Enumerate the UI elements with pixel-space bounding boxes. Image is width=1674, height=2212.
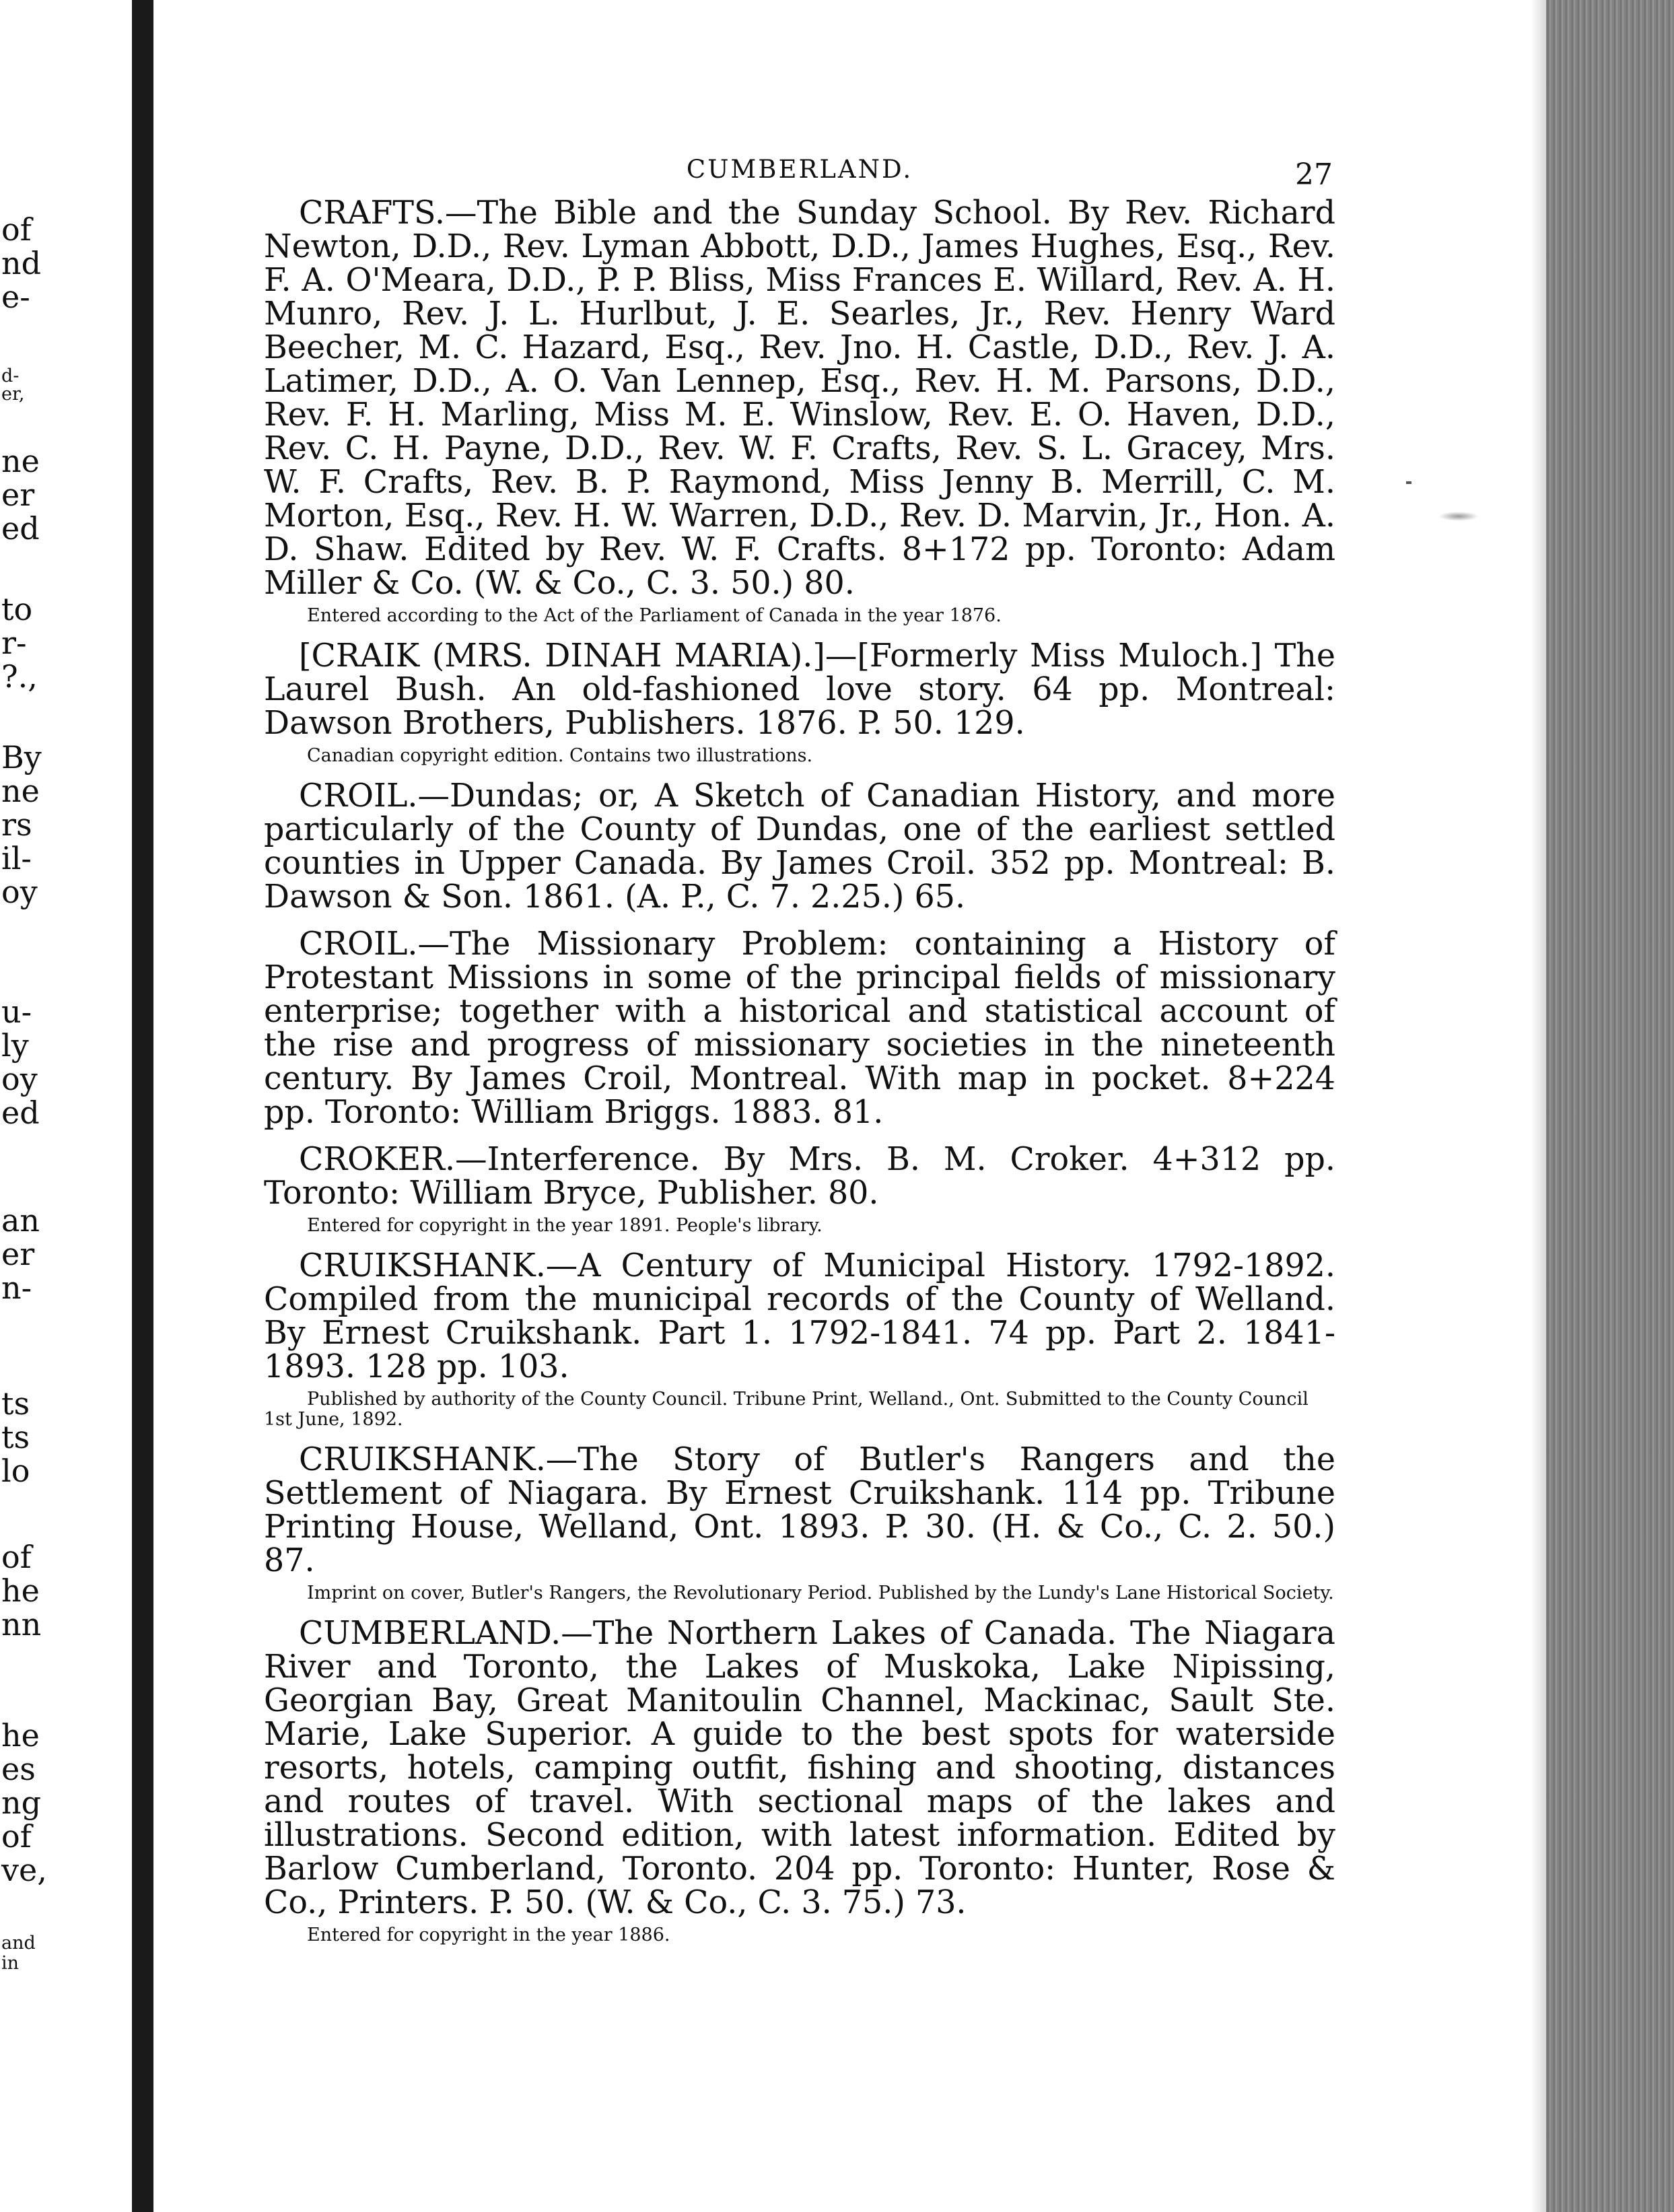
fragment: u- [1, 994, 32, 1030]
page-edge-gutter [1531, 0, 1546, 2212]
entry-croil-dundas [264, 777, 1335, 915]
ink-mark [1406, 481, 1411, 484]
fragment: ne [1, 773, 40, 809]
fragment: ne [1, 443, 40, 479]
fragment: d- [1, 366, 20, 386]
fragment: he [1, 1572, 40, 1609]
fragment: By [1, 739, 42, 775]
fragment: n- [1, 1270, 32, 1306]
entry-croil-missionary [264, 928, 1335, 1130]
fragment: ed [1, 510, 40, 547]
fragment: of [1, 211, 32, 248]
running-head [264, 148, 1335, 197]
entry-text: CRUIKSHANK.—A Century of Municipal History. 1792-1892. Compiled from the municipal records of the County of Welland. By Ernest Cruikshank. Part 1. 1792-1841. 74 pp. Part 2. 1841-1893. 128 pp. 103. [264, 1247, 1335, 1385]
fragment: r- [1, 625, 27, 661]
fragment: er [1, 1236, 35, 1272]
fragment: and [1, 1933, 36, 1954]
book-spine-shadow [132, 0, 153, 2212]
fragment: ts [1, 1419, 30, 1455]
fragment: es [1, 1751, 36, 1787]
running-head-title: CUMBERLAND. [686, 155, 913, 184]
fragment: oy [1, 1061, 38, 1097]
entry-note: Entered according to the Act of the Parliament of Canada in the year 1876. [307, 605, 1002, 626]
fragment: in [1, 1953, 20, 1974]
fragment: ly [1, 1027, 29, 1064]
fragment: er, [1, 384, 25, 405]
entry-note: Published by authority of the County Council. Tribune Print, Welland., Ont. Submitted to the County Council 1st June, 1892. [264, 1389, 1309, 1430]
entry-note: Entered for copyright in the year 1891. People's library. [307, 1215, 823, 1236]
fragment: ts [1, 1385, 30, 1422]
fragment: ng [1, 1785, 42, 1821]
entry-cruikshank-century [264, 1249, 1335, 1430]
entry-craik [264, 637, 1335, 766]
fragment: er [1, 477, 35, 513]
entry-text: CUMBERLAND.—The Northern Lakes of Canada. The Niagara River and Toronto, the Lakes of Muskoka, Lake Nipissing, Georgian Bay, Great Manitoulin Channel, Mackinac, Sault Ste. Marie, Lake Superior. A guide to the best spots for waterside resorts, hotels, camping outfit, fishing and shooting, distances and routes of travel. With sectional maps of the lakes and illustrations. Second edition, with latest information. Edited by Barlow Cumberland, Toronto. 204 pp. Toronto: Hunter, Rose & Co., Printers. P. 50. (W. & Co., C. 3. 75.) 73. [264, 1615, 1335, 1921]
book-fore-edge [1546, 0, 1674, 2212]
entry-cruikshank-rangers [264, 1443, 1335, 1603]
fragment: to [1, 591, 33, 627]
entry-cumberland [264, 1617, 1335, 1945]
entry-text: CROIL.—Dundas; or, A Sketch of Canadian History, and more particularly of the County of Dundas, one of the earliest settled counties in Upper Canada. By James Croil. 352 pp. Montreal: B. Dawson & Son. 1861. (A. P., C. 7. 2.25.) 65. [264, 777, 1335, 915]
fragment: of [1, 1539, 32, 1575]
fragment: rs [1, 806, 32, 843]
fragment: ?., [1, 658, 38, 695]
entry-text: CROKER.—Interference. By Mrs. B. M. Croker. 4+312 pp. Toronto: William Bryce, Publisher. 80. [264, 1141, 1335, 1212]
entry-note: Imprint on cover, Butler's Rangers, the Revolutionary Period. Published by the Lundy's Lane Historical Society. [307, 1583, 1334, 1603]
fragment: he [1, 1717, 40, 1754]
fragment: ve, [1, 1852, 47, 1888]
fragment: oy [1, 874, 38, 910]
fragment: of [1, 1818, 32, 1855]
page-smudge [1438, 512, 1479, 521]
page-content [264, 148, 1335, 1959]
page-number: 27 [1295, 158, 1333, 192]
entry-crafts [264, 197, 1335, 626]
entry-note: Entered for copyright in the year 1886. [307, 1925, 670, 1945]
fragment: nn [1, 1606, 42, 1643]
entry-text: CRAFTS.—The Bible and the Sunday School. By Rev. Richard Newton, D.D., Rev. Lyman Abbott, D.D., James Hughes, Esq., Rev. F. A. O'Meara, D.D., P. P. Bliss, Miss Frances E. Willard, Rev. A. H. Munro, Rev. J. L. Hurlbut, J. E. Searles, Jr., Rev. Henry Ward Beecher, M. C. Hazard, Esq., Rev. Jno. H. Castle, D.D., Rev. J. A. Latimer, D.D., A. O. Van Lennep, Esq., Rev. H. M. Parsons, D.D., Rev. F. H. Marling, Miss M. E. Winslow, Rev. E. O. Haven, D.D., Rev. C. H. Payne, D.D., Rev. W. F. Crafts, Rev. S. L. Gracey, Mrs. W. F. Crafts, Rev. B. P. Raymond, Miss Jenny B. Merrill, C. M. Morton, Esq., Rev. H. W. Warren, D.D., Rev. D. Marvin, Jr., Hon. A. D. Shaw. Edited by Rev. W. F. Crafts. 8+172 pp. Toronto: Adam Miller & Co. (W. & Co., C. 3. 50.) 80. [264, 195, 1335, 602]
entry-text: CROIL.—The Missionary Problem: containing a History of Protestant Missions in some of the principal fields of missionary enterprise; together with a historical and statistical account of the rise and progress of missionary societies in the nineteenth century. By James Croil, Montreal. With map in pocket. 8+224 pp. Toronto: William Briggs. 1883. 81. [264, 926, 1335, 1131]
fragment: nd [1, 245, 42, 281]
fragment: ed [1, 1095, 40, 1131]
entry-croker [264, 1143, 1335, 1236]
fragment: il- [1, 840, 32, 876]
entry-text: CRUIKSHANK.—The Story of Butler's Rangers and the Settlement of Niagara. By Ernest Cruikshank. 114 pp. Tribune Printing House, Welland, Ont. 1893. P. 30. (H. & Co., C. 2. 50.) 87. [264, 1441, 1335, 1579]
fragment: lo [1, 1453, 30, 1489]
entry-text: [CRAIK (MRS. DINAH MARIA).]—[Formerly Miss Muloch.] The Laurel Bush. An old-fashioned love story. 64 pp. Montreal: Dawson Brothers, Publishers. 1876. P. 50. 129. [264, 637, 1335, 742]
fragment: an [1, 1202, 40, 1239]
fragment: e- [1, 279, 30, 315]
facing-page-fragments [0, 0, 128, 2212]
entry-note: Canadian copyright edition. Contains two illustrations. [307, 745, 813, 766]
